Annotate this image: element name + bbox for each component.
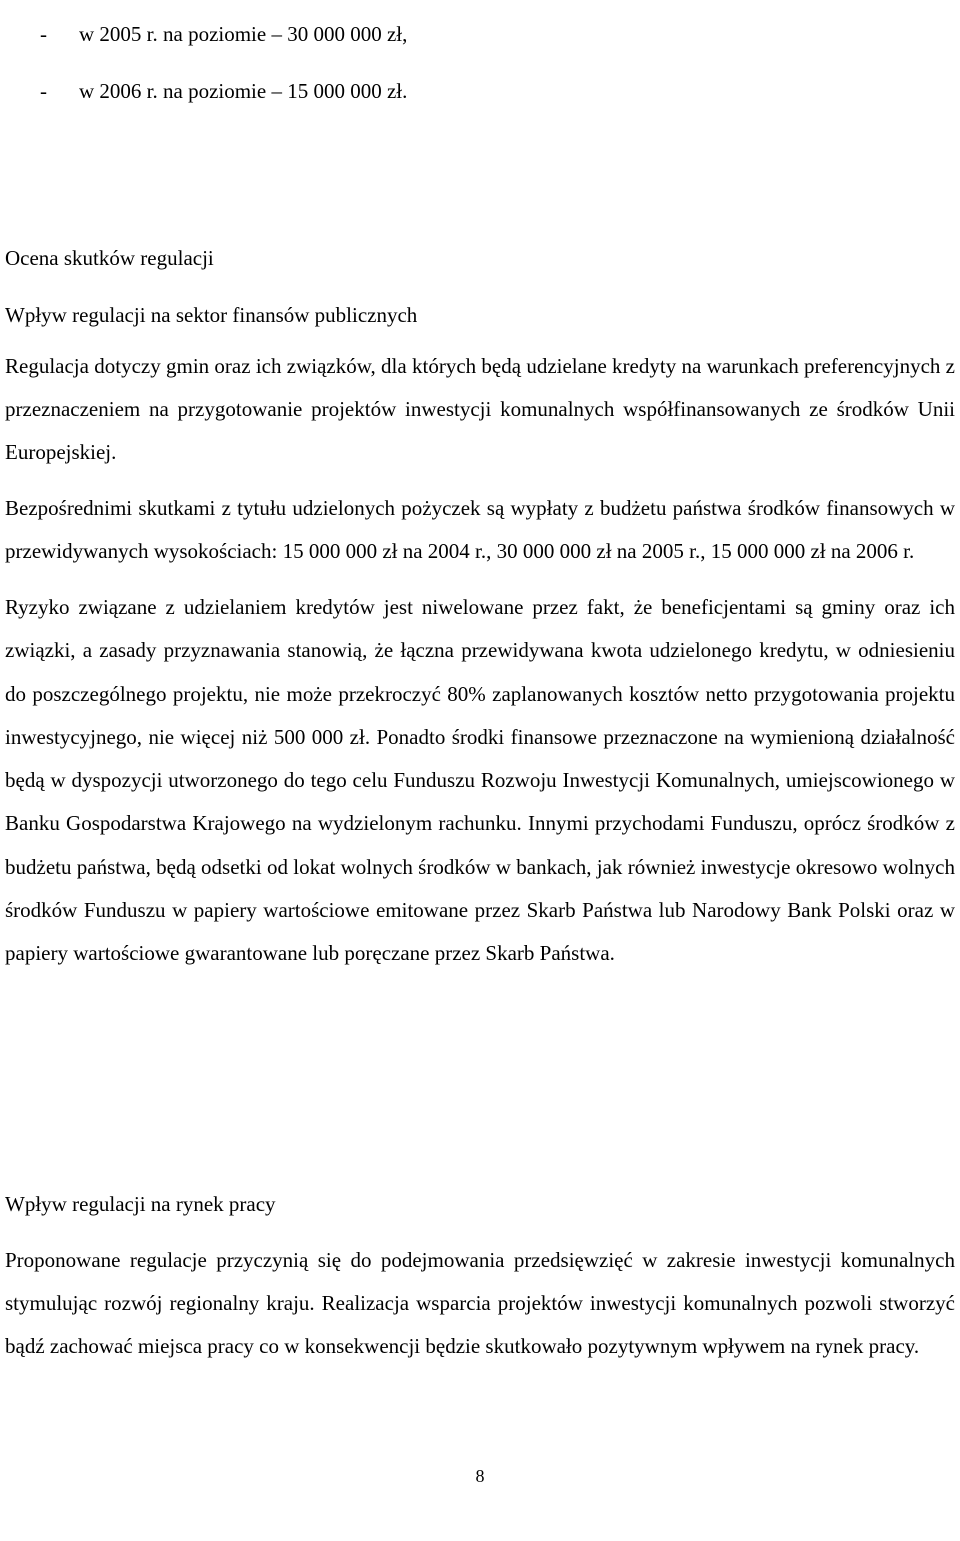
list-item-text: w 2005 r. na poziomie – 30 000 000 zł,	[79, 22, 408, 46]
section-impact-assessment	[5, 242, 955, 976]
paragraph: Ryzyko związane z udzielaniem kredytów jest niwelowane przez fakt, że beneficjentami są gminy oraz ich związki, a zasady przyznawania stanowią, że łączna przewidywana kwota udzielonego kredytu, w odniesieniu do poszczególnego projektu, nie może przekroczyć 80% zaplanowanych kosztów netto przygotowania projektu inwestycyjnego, nie więcej niż 500 000 zł. Ponadto środki finansowe przeznaczone na wymienioną działalność będą w dyspozycji utworzonego do tego celu Funduszu Rozwoju Inwestycji Komunalnych, umiejscowionego w Banku Gospodarstwa Krajowego na wydzielonym rachunku. Innymi przychodami Funduszu, oprócz środków z budżetu państwa, będą odsetki od lokat wolnych środków w bankach, jak również inwestycje okresowo wolnych środków Funduszu w papiery wartościowe emitowane przez Skarb Państwa lub Narodowy Bank Polski oraz w papiery wartościowe gwarantowane lub poręczane przez Skarb Państwa.	[5, 595, 955, 966]
paragraph: Bezpośrednimi skutkami z tytułu udzielonych pożyczek są wypłaty z budżetu państwa środków finansowych w przewidywanych wysokościach: 15 000 000 zł na 2004 r., 30 000 000 zł na 2005 r., 15 000 000 zł na 2006 r.	[5, 496, 955, 563]
list-item-text: w 2006 r. na poziomie – 15 000 000 zł.	[79, 79, 408, 103]
section-title: Wpływ regulacji na rynek pracy	[5, 1192, 276, 1216]
paragraph: Proponowane regulacje przyczynią się do podejmowania przedsięwzięć w zakresie inwestycji komunalnych stymulując rozwój regionalny kraju. Realizacja wsparcia projektów inwestycji komunalnych pozwoli stworzyć bądź zachować miejsca pracy co w konsekwencji będzie skutkowało pozytywnym wpływem na rynek pracy.	[5, 1248, 955, 1358]
list-item	[40, 18, 920, 51]
page-number: 8	[475, 1466, 485, 1486]
amount-list	[40, 18, 920, 132]
dash-marker: -	[40, 79, 47, 103]
dash-marker: -	[40, 22, 47, 46]
section-subtitle: Wpływ regulacji na sektor finansów publicznych	[5, 303, 418, 327]
section-title: Ocena skutków regulacji	[5, 246, 214, 270]
paragraph: Regulacja dotyczy gmin oraz ich związków, dla których będą udzielane kredyty na warunkach preferencyjnych z przeznaczeniem na przygotowanie projektów inwestycji komunalnych współfinansowanych ze środków Unii Europejskiej.	[5, 354, 955, 464]
list-item	[40, 75, 920, 108]
section-labor-market	[5, 1188, 955, 1368]
